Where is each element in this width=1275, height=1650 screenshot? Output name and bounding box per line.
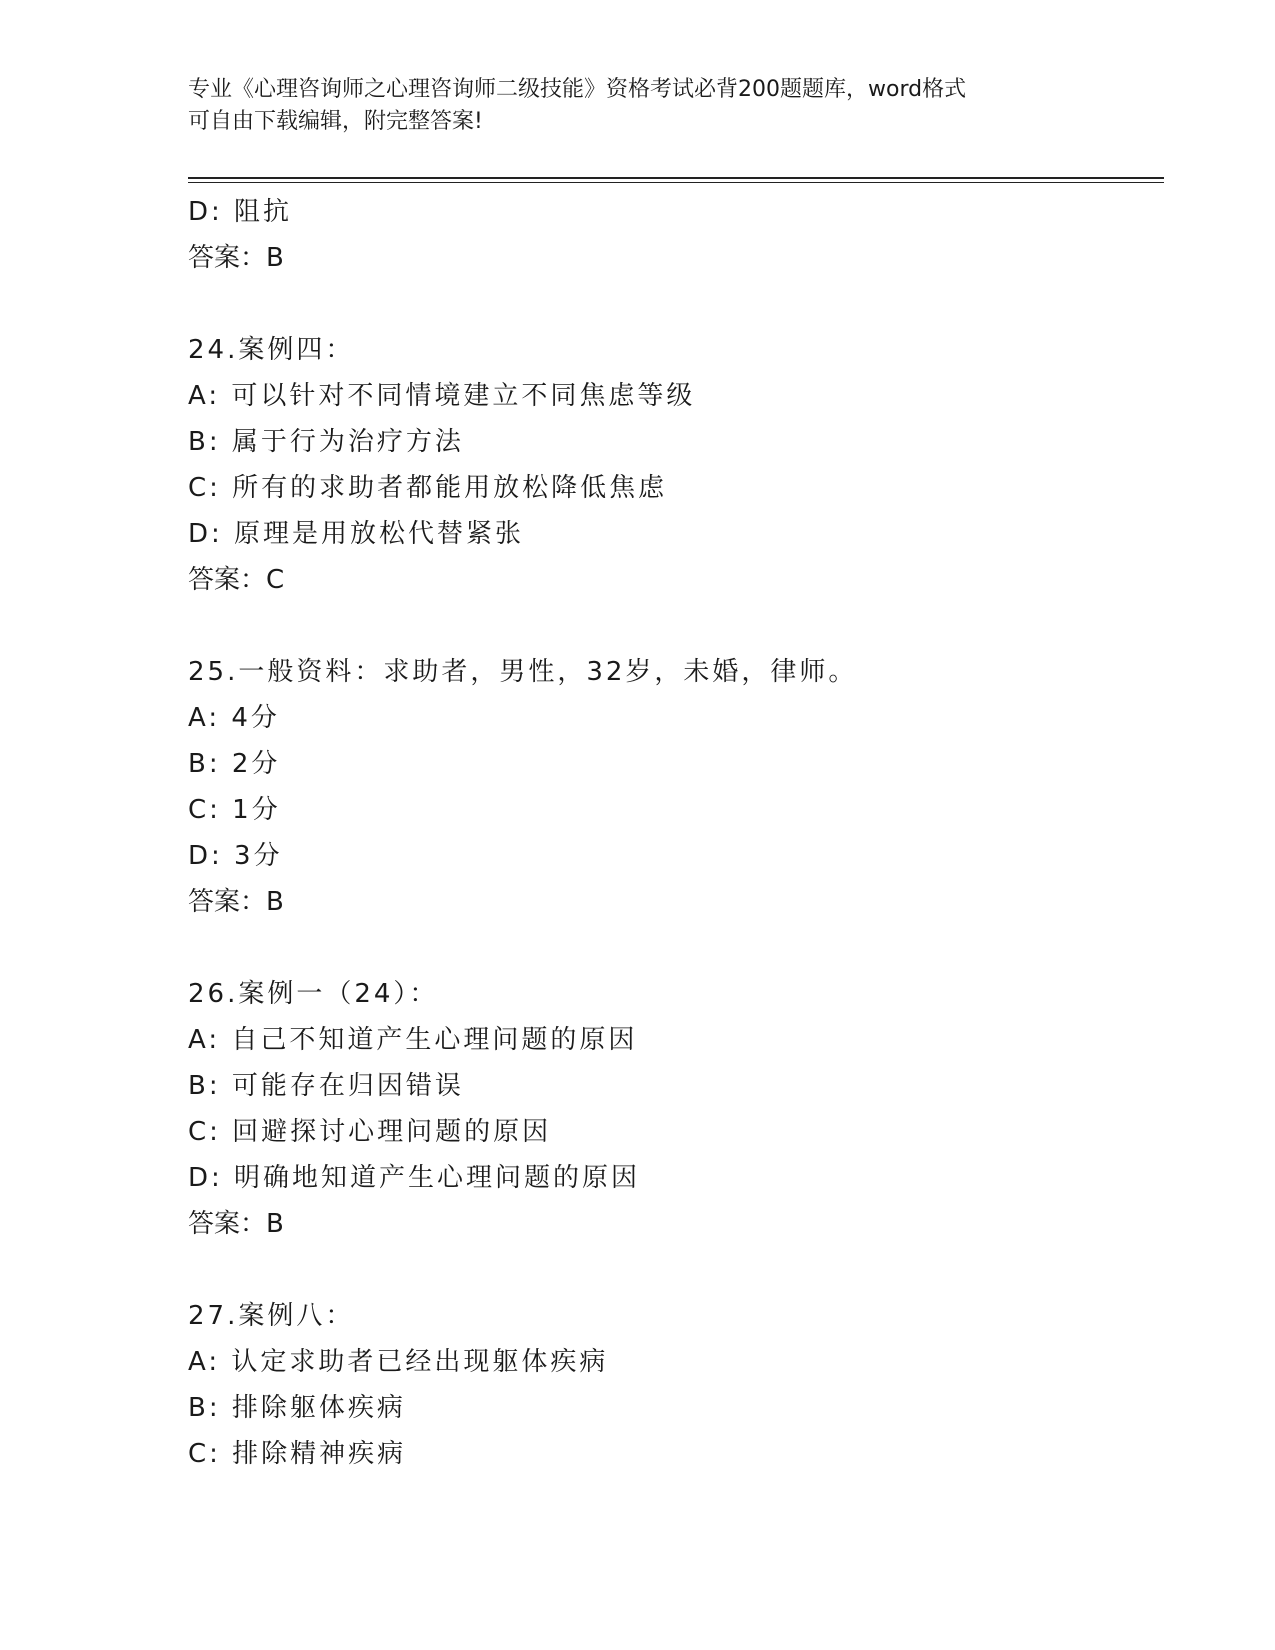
option-d-prev: D: 阻抗: [188, 197, 293, 227]
question-27: 27.案例八：: [188, 1301, 355, 1331]
question-25-answer: 答案：B: [188, 887, 284, 917]
question-24: 24.案例四：: [188, 335, 355, 365]
question-26-option-b: B: 可能存在归因错误: [188, 1071, 464, 1101]
question-27-option-a: A: 认定求助者已经出现躯体疾病: [188, 1347, 609, 1377]
spacer: [188, 281, 1168, 327]
question-26: 26.案例一（24）：: [188, 979, 439, 1009]
spacer: [188, 925, 1168, 971]
question-25-option-b: B: 2分: [188, 749, 281, 779]
question-26-answer: 答案：B: [188, 1209, 284, 1239]
question-26-option-a: A: 自己不知道产生心理问题的原因: [188, 1025, 638, 1055]
question-24-option-a: A: 可以针对不同情境建立不同焦虑等级: [188, 381, 696, 411]
header-rule-thick: [188, 177, 1164, 179]
question-26-option-d: D: 明确地知道产生心理问题的原因: [188, 1163, 641, 1193]
spacer: [188, 603, 1168, 649]
question-24-option-d: D: 原理是用放松代替紧张: [188, 519, 525, 549]
question-27-option-c: C: 排除精神疾病: [188, 1439, 407, 1469]
question-25-option-c: C: 1分: [188, 795, 281, 825]
question-25-option-d: D: 3分: [188, 841, 283, 871]
header-rule-thin: [188, 182, 1164, 183]
document-header: [188, 74, 1088, 138]
spacer: [188, 1247, 1168, 1293]
question-25-option-a: A: 4分: [188, 703, 280, 733]
question-list: [188, 189, 1168, 1477]
question-27-option-b: B: 排除躯体疾病: [188, 1393, 406, 1423]
question-24-option-b: B: 属于行为治疗方法: [188, 427, 464, 457]
question-25: 25.一般资料：求助者，男性，32岁，未婚，律师。: [188, 657, 858, 687]
question-24-option-c: C: 所有的求助者都能用放松降低焦虑: [188, 473, 668, 503]
question-26-option-c: C: 回避探讨心理问题的原因: [188, 1117, 552, 1147]
header-line-2: 可自由下载编辑，附完整答案!: [188, 109, 483, 134]
header-line-1: 专业《心理咨询师之心理咨询师二级技能》资格考试必背200题题库，word格式: [188, 77, 967, 102]
question-24-answer: 答案：C: [188, 565, 285, 595]
answer-prev: 答案：B: [188, 243, 284, 273]
